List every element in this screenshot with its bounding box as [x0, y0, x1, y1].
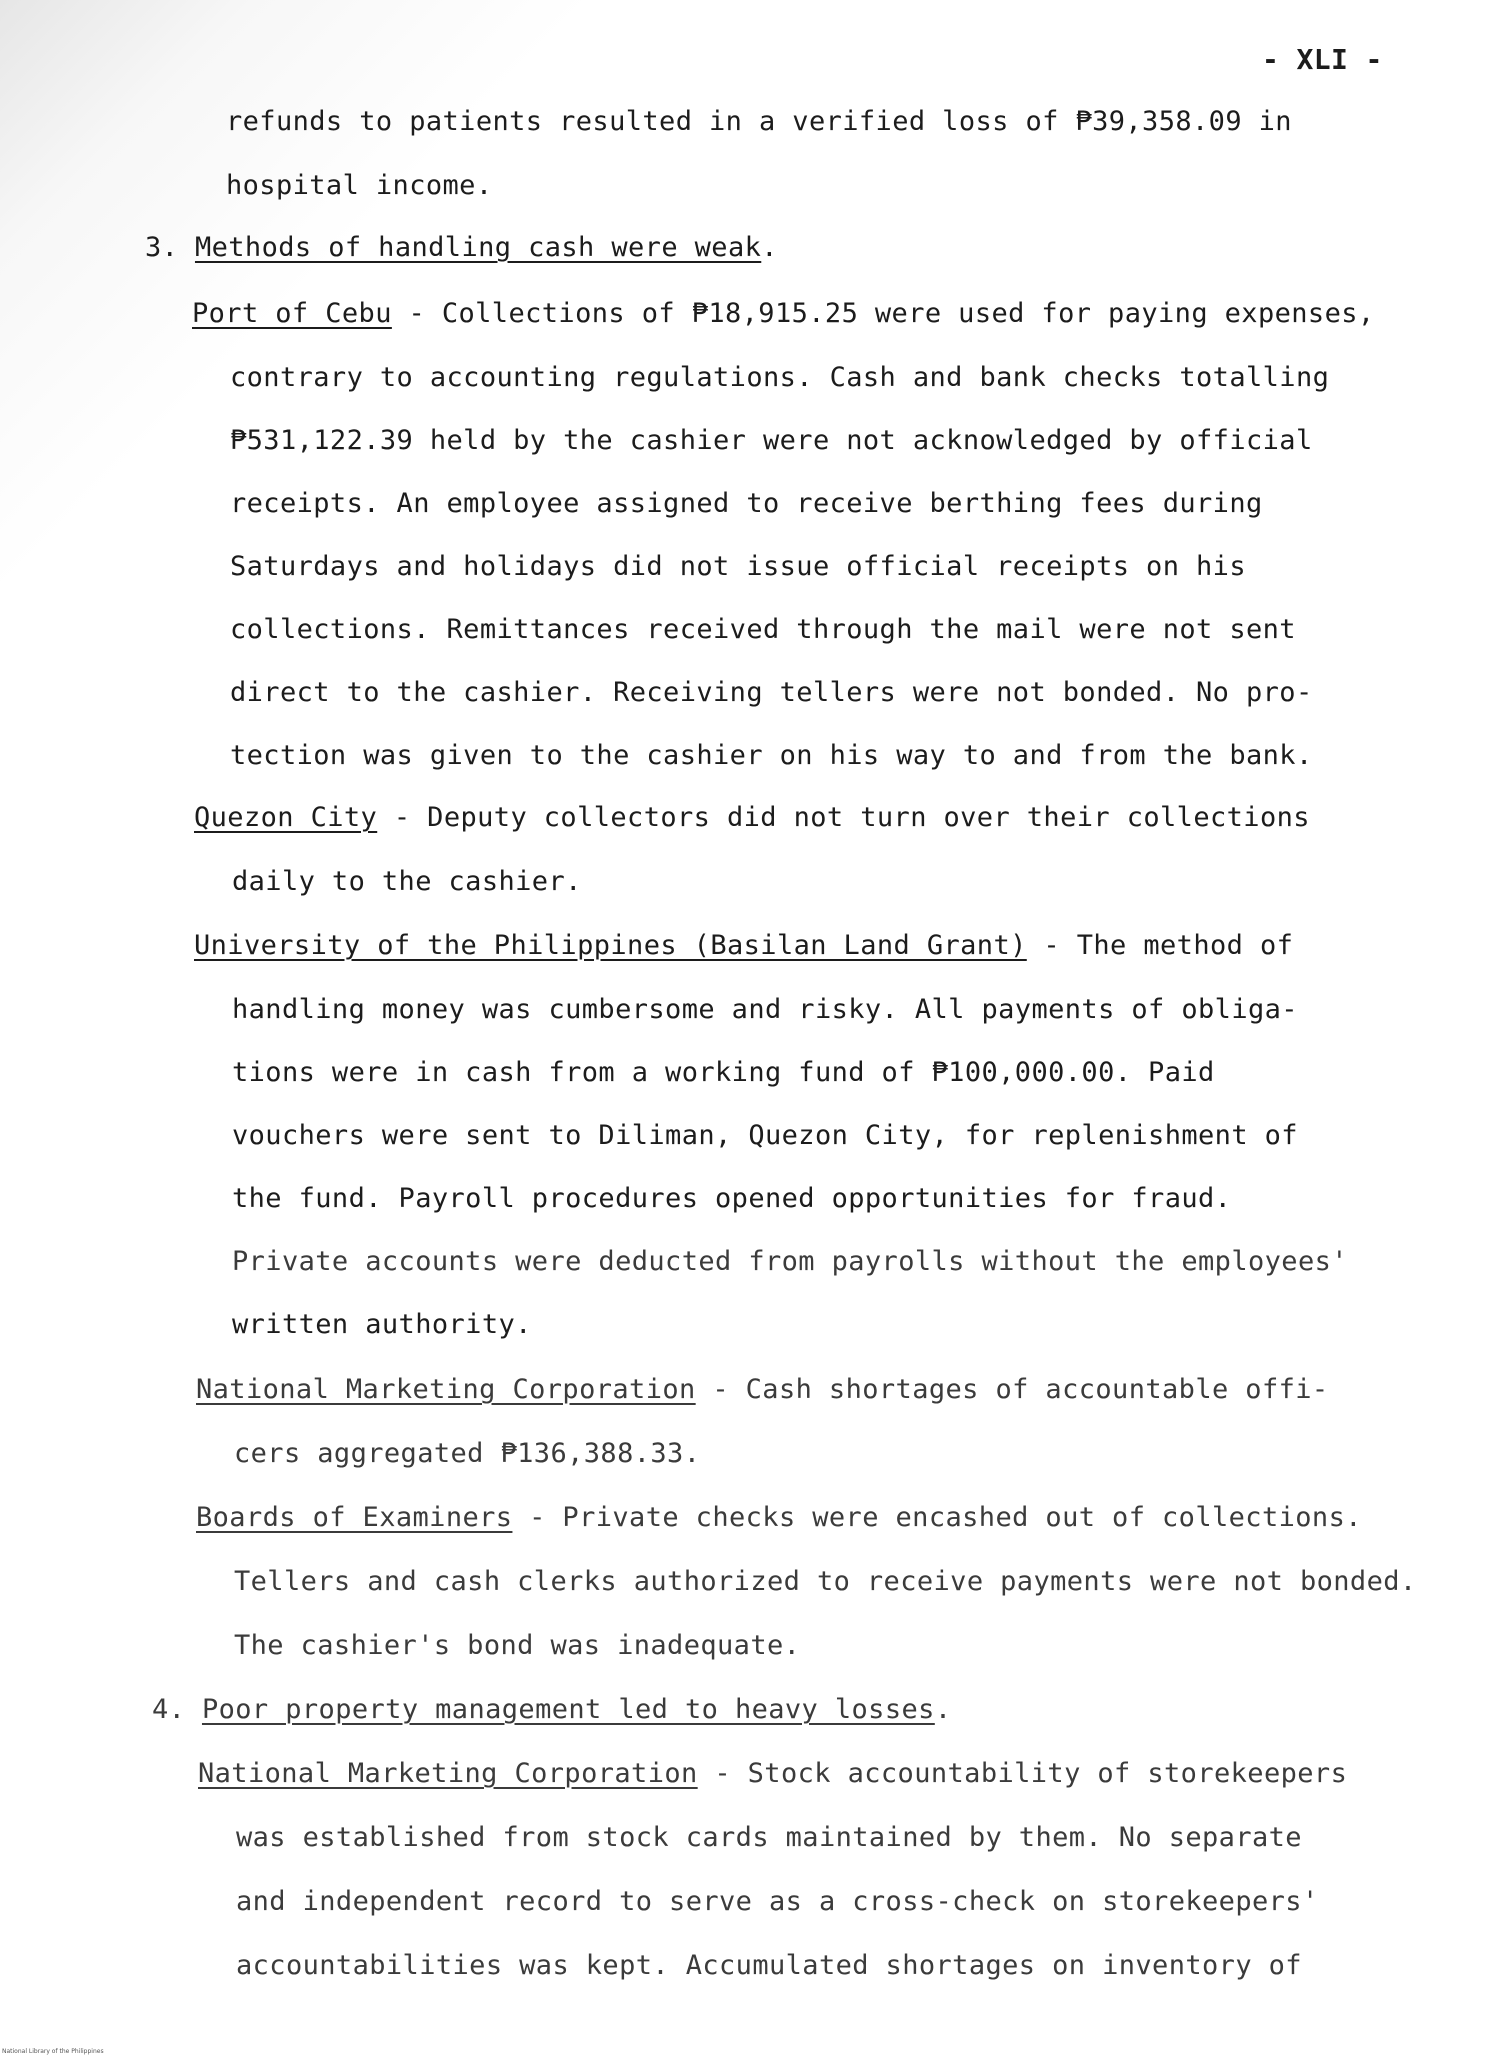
entry-quezon-city [194, 802, 1310, 834]
entry-text: - Cash shortages of accountable offi- [695, 1374, 1329, 1405]
entry-university-of-the-philippines [194, 930, 1293, 962]
text-line: receipts. An employee assigned to receive berthing fees during [230, 488, 1263, 519]
text-line: was established from stock cards maintained by them. No separate [236, 1822, 1302, 1853]
entry-title: National Marketing Corporation [198, 1758, 698, 1789]
text-line: tions were in cash from a working fund of ₱100,000.00. Paid [232, 1057, 1215, 1088]
text-line: Private accounts were deducted from payrolls without the employees' [232, 1246, 1348, 1277]
section-number: 3. [145, 232, 179, 263]
section-title: Methods of handling cash were weak [194, 232, 762, 263]
section-3-heading [145, 232, 778, 264]
text-line: The cashier's bond was inadequate. [234, 1630, 801, 1661]
entry-title: Port of Cebu [192, 298, 392, 329]
entry-text: - Stock accountability of storekeepers [697, 1758, 1348, 1789]
section-title-period: . [934, 1694, 952, 1725]
text-line: written authority. [232, 1309, 532, 1340]
archive-footer: National Library of the Philippines [2, 2048, 104, 2055]
entry-national-marketing-corporation [196, 1374, 1329, 1406]
text-line: Tellers and cash clerks authorized to receive payments were not bonded. [234, 1566, 1417, 1597]
text-line: and independent record to serve as a cross-check on storekeepers' [236, 1886, 1319, 1917]
entry-text: - Deputy collectors did not turn over their collections [377, 802, 1310, 833]
entry-title: University of the Philippines (Basilan Land Grant) [194, 930, 1027, 961]
section-4-heading [152, 1694, 951, 1726]
text-line: contrary to accounting regulations. Cash and bank checks totalling [230, 362, 1330, 393]
entry-text: - Collections of ₱18,915.25 were used for paying expenses, [391, 298, 1375, 329]
text-line: daily to the cashier. [232, 866, 582, 897]
entry-title: National Marketing Corporation [196, 1374, 696, 1405]
section-title-period: . [761, 232, 778, 263]
section-number: 4. [152, 1694, 186, 1725]
text-line: hospital income. [226, 170, 493, 201]
entry-title: Quezon City [194, 802, 378, 833]
text-line: tection was given to the cashier on his way to and from the bank. [230, 740, 1313, 771]
entry-boards-of-examiners [196, 1502, 1362, 1534]
text-line: direct to the cashier. Receiving tellers were not bonded. No pro- [230, 677, 1313, 708]
text-line: accountabilities was kept. Accumulated shortages on inventory of [236, 1950, 1302, 1981]
text-line: vouchers were sent to Diliman, Quezon City, for replenishment of [232, 1120, 1298, 1151]
entry-national-marketing-corporation-2 [198, 1758, 1347, 1790]
text-line: refunds to patients resulted in a verified loss of ₱39,358.09 in [226, 106, 1292, 137]
entry-text: - Private checks were encashed out of collections. [512, 1502, 1362, 1533]
text-line: collections. Remittances received through the mail were not sent [230, 614, 1296, 645]
entry-text: - The method of [1026, 930, 1294, 961]
entry-title: Boards of Examiners [196, 1502, 513, 1533]
text-line: Saturdays and holidays did not issue official receipts on his [230, 551, 1246, 582]
text-line: handling money was cumbersome and risky. All payments of obliga- [232, 994, 1298, 1025]
entry-port-of-cebu [192, 298, 1375, 330]
page-number: - XLI - [1262, 43, 1383, 76]
section-title: Poor property management led to heavy losses [201, 1694, 935, 1725]
text-line: ₱531,122.39 held by the cashier were not acknowledged by official [230, 425, 1313, 456]
text-line: cers aggregated ₱136,388.33. [234, 1438, 701, 1469]
text-line: the fund. Payroll procedures opened opportunities for fraud. [232, 1183, 1232, 1214]
